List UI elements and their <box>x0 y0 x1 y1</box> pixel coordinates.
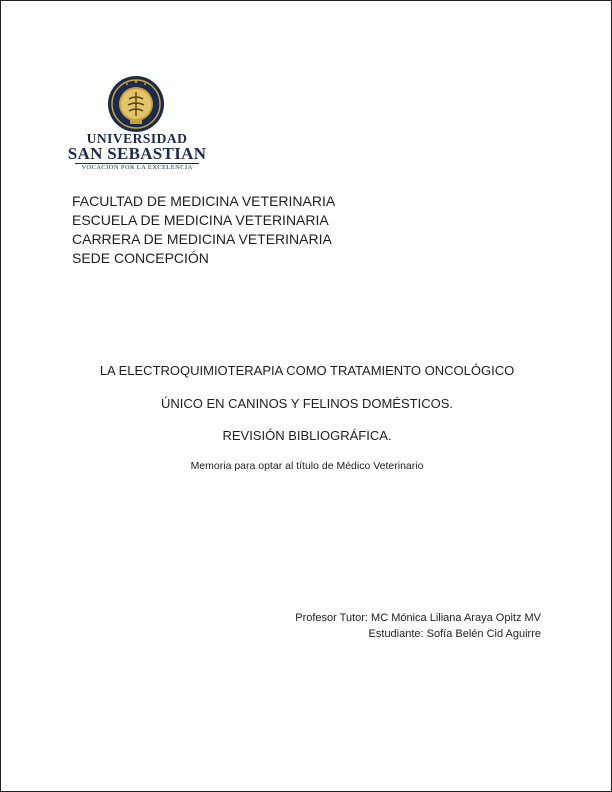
tutor-credit: Profesor Tutor: MC Mónica Liliana Araya Opitz MV <box>295 612 541 624</box>
university-logo <box>67 75 207 175</box>
school-line: ESCUELA DE MEDICINA VETERINARIA <box>72 212 329 228</box>
university-motto: VOCACIÓN POR LA EXCELENCIA <box>81 164 193 171</box>
campus-line: SEDE CONCEPCIÓN <box>72 250 209 266</box>
thesis-title-line1: LA ELECTROQUIMIOTERAPIA COMO TRATAMIENTO ONCOLÓGICO <box>99 363 515 378</box>
university-seal-icon <box>107 75 165 133</box>
credits-block <box>295 610 541 642</box>
faculty-line: FACULTAD DE MEDICINA VETERINARIA <box>72 193 336 209</box>
career-line: CARRERA DE MEDICINA VETERINARIA <box>72 231 332 247</box>
thesis-subtitle: Memoria para optar al título de Médico Veterinario <box>190 460 424 472</box>
thesis-title-line2: ÚNICO EN CANINOS Y FELINOS DOMÉSTICOS. <box>160 396 454 411</box>
faculty-heading <box>72 192 335 268</box>
university-name-line2: SAN SEBASTIAN <box>67 144 207 163</box>
thesis-title-line3: REVISIÓN BIBLIOGRÁFICA. <box>222 428 392 443</box>
student-credit: Estudiante: Sofía Belén Cid Aguirre <box>368 628 541 640</box>
university-name-line1: UNIVERSIDAD <box>86 131 188 146</box>
